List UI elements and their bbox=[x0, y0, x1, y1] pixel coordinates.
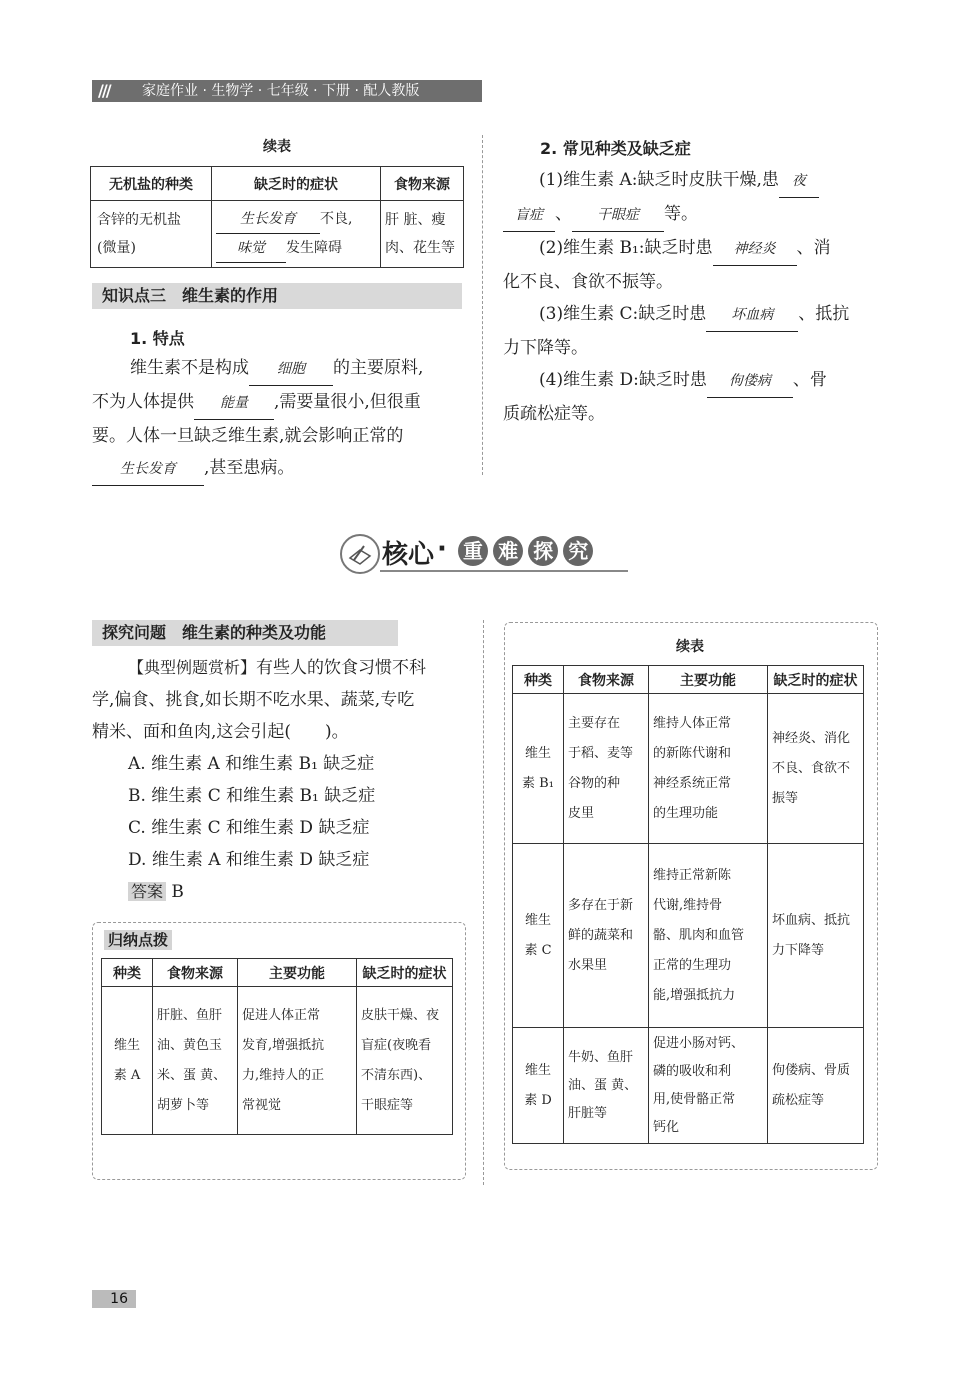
cell-line: 鲜的蔬菜和 bbox=[568, 927, 634, 943]
banner-char: 究 bbox=[563, 536, 593, 566]
cell-line: 皮里 bbox=[568, 805, 595, 821]
table-cell-kind bbox=[513, 844, 564, 1028]
text: 不为人体提供 bbox=[92, 392, 194, 412]
answer-blank: 细胞 bbox=[249, 353, 333, 386]
table-cell-function bbox=[649, 844, 768, 1028]
column-divider-top bbox=[482, 135, 483, 475]
answer-blank: 坏血病 bbox=[706, 299, 798, 332]
cell-line: 含锌的无机盐 bbox=[97, 212, 181, 228]
text: (3)维生素 C:缺乏时患 bbox=[539, 304, 707, 324]
question-label: 【典型例题赏析】 bbox=[128, 658, 257, 677]
option: C. 维生素 C 和维生素 D 缺乏症 bbox=[128, 818, 370, 838]
table-cell-function bbox=[649, 694, 768, 844]
answer-value: B bbox=[171, 882, 184, 902]
table-cell-symptom bbox=[768, 694, 864, 844]
banner-title: 核心 bbox=[382, 540, 435, 570]
table-header: 无机盐的种类 bbox=[91, 167, 212, 201]
cell-line: 盲症(夜晚看 bbox=[361, 1037, 432, 1053]
text: 等。 bbox=[664, 204, 698, 224]
cell-line: 磷的吸收和利 bbox=[653, 1063, 732, 1079]
table-cell-function bbox=[238, 987, 357, 1135]
cell-line: 力,维持人的正 bbox=[242, 1067, 325, 1083]
text: 要。人体一旦缺乏维生素,就会影响正常的 bbox=[92, 426, 404, 446]
section-banner bbox=[340, 530, 630, 580]
cell-line: 于稻、麦等 bbox=[568, 745, 634, 761]
cell-line: 神经炎、消化 bbox=[772, 730, 851, 746]
banner-underline bbox=[380, 570, 628, 572]
answer-blank: 生长发育 bbox=[92, 453, 204, 486]
option: A. 维生素 A 和维生素 B₁ 缺乏症 bbox=[128, 754, 375, 774]
answer-blank: 盲症 bbox=[503, 199, 555, 232]
cell-line: 正常的生理功 bbox=[653, 957, 732, 973]
cell-line: 油、蛋 黄、 bbox=[568, 1077, 638, 1093]
table-cell-symptom bbox=[768, 1028, 864, 1144]
cell-line: 常视觉 bbox=[242, 1097, 282, 1113]
text: 质疏松症等。 bbox=[503, 404, 605, 424]
text: 、消 bbox=[796, 238, 831, 258]
banner-char: 难 bbox=[493, 536, 523, 566]
cell-line: 维生 bbox=[524, 1062, 551, 1078]
option: B. 维生素 C 和维生素 B₁ 缺乏症 bbox=[128, 786, 376, 806]
text: (1)维生素 A:缺乏时皮肤干燥,患 bbox=[539, 170, 779, 190]
text: 、骨 bbox=[792, 370, 827, 390]
table-cell-symptom bbox=[212, 201, 381, 268]
table-header: 种类 bbox=[102, 959, 153, 987]
table-cell-symptom bbox=[357, 987, 453, 1135]
cell-line: 主要存在 bbox=[568, 715, 621, 731]
answer-blank: 干眼症 bbox=[572, 199, 664, 232]
column-divider-bottom bbox=[483, 620, 484, 1185]
table-header: 主要功能 bbox=[238, 959, 357, 987]
page-header bbox=[92, 80, 482, 102]
table-header: 食物来源 bbox=[381, 167, 464, 201]
cell-line: 油、黄色玉 bbox=[157, 1037, 223, 1053]
cell-text: 发生障碍 bbox=[286, 240, 342, 256]
cell-line: 胡萝卜等 bbox=[157, 1097, 210, 1113]
table-cell-food bbox=[564, 694, 649, 844]
table-cell-food bbox=[153, 987, 238, 1135]
text: (2)维生素 B₁:缺乏时患 bbox=[539, 238, 713, 258]
cell-line: 肉、花生等 bbox=[385, 240, 455, 256]
table-header: 主要功能 bbox=[649, 666, 768, 694]
cell-line: 佝偻病、骨质 bbox=[772, 1062, 851, 1078]
answer-blank: 生长发育 bbox=[216, 205, 320, 234]
cell-line: 促进小肠对钙、 bbox=[653, 1035, 745, 1051]
table-header: 缺乏时的症状 bbox=[212, 167, 381, 201]
table-row bbox=[513, 844, 864, 1028]
cell-line: 素 C bbox=[524, 942, 552, 958]
table-cell-symptom bbox=[768, 844, 864, 1028]
cell-line: 牛奶、鱼肝 bbox=[568, 1049, 634, 1065]
table-cell-function bbox=[649, 1028, 768, 1144]
cell-line: 素 D bbox=[524, 1092, 552, 1108]
cell-line: 神经系统正常 bbox=[653, 775, 732, 791]
sub-title: 1. 特点 bbox=[130, 329, 185, 348]
text: ,甚至患病。 bbox=[204, 458, 295, 478]
table-header: 缺乏时的症状 bbox=[768, 666, 864, 694]
page-number-text: 16 bbox=[110, 1291, 128, 1307]
cell-line: 不清东西)、 bbox=[361, 1067, 432, 1083]
cell-line: 维持人体正常 bbox=[653, 715, 732, 731]
answer-label: 答案 bbox=[128, 882, 166, 901]
vitamin-table bbox=[512, 665, 864, 1144]
cell-line: 促进人体正常 bbox=[242, 1007, 321, 1023]
option: D. 维生素 A 和维生素 D 缺乏症 bbox=[128, 850, 370, 870]
table-header: 缺乏时的症状 bbox=[357, 959, 453, 987]
cell-line: 多存在于新 bbox=[568, 897, 634, 913]
cell-line: 的生理功能 bbox=[653, 805, 719, 821]
cell-line: 钙化 bbox=[653, 1119, 680, 1135]
table-cell-kind bbox=[102, 987, 153, 1135]
cell-line: 疏松症等 bbox=[772, 1092, 825, 1108]
book-icon bbox=[340, 534, 380, 574]
cell-line: 肝 脏、瘦 bbox=[385, 212, 446, 228]
banner-char: 探 bbox=[528, 536, 558, 566]
page-number bbox=[92, 1290, 136, 1308]
cell-line: 米、蛋 黄、 bbox=[157, 1067, 227, 1083]
text: 的主要原料, bbox=[333, 358, 424, 378]
cell-line: 素 A bbox=[113, 1067, 141, 1083]
table-caption: 续表 bbox=[263, 139, 291, 155]
section-title: 探究问题 维生素的种类及功能 bbox=[92, 620, 398, 646]
cell-line: (微量) bbox=[97, 240, 136, 256]
cell-line: 维生 bbox=[524, 745, 551, 761]
header-slashes: /// bbox=[98, 81, 110, 100]
cell-text: 不良, bbox=[320, 211, 353, 227]
table-header: 食物来源 bbox=[564, 666, 649, 694]
table-cell-food bbox=[381, 201, 464, 268]
header-title: 家庭作业 · 生物学 · 七年级 · 下册 · 配人教版 bbox=[142, 83, 420, 99]
text: 精米、面和鱼肉,这会引起( )。 bbox=[92, 722, 349, 742]
table-header: 食物来源 bbox=[153, 959, 238, 987]
table-cell-kind bbox=[91, 201, 212, 268]
sub-title: 2. 常见种类及缺乏症 bbox=[540, 139, 691, 158]
example-question bbox=[92, 652, 468, 908]
cell-line: 不良、食欲不 bbox=[772, 760, 851, 776]
answer-blank: 能量 bbox=[194, 387, 274, 420]
cell-line: 振等 bbox=[772, 790, 799, 806]
mineral-table bbox=[90, 166, 464, 268]
cell-line: 肝脏等 bbox=[568, 1105, 608, 1121]
text: 有些人的饮食习惯不科 bbox=[256, 658, 427, 678]
cell-line: 皮肤干燥、夜 bbox=[361, 1007, 440, 1023]
section-title: 知识点三 维生素的作用 bbox=[92, 283, 462, 309]
cell-line: 谷物的种 bbox=[568, 775, 621, 791]
cell-line: 干眼症等 bbox=[361, 1097, 414, 1113]
text: (4)维生素 D:缺乏时患 bbox=[539, 370, 707, 390]
cell-line: 力下降等 bbox=[772, 942, 825, 958]
vitamin-a-table bbox=[101, 958, 453, 1135]
paragraph-features bbox=[92, 352, 466, 486]
table-cell-kind bbox=[513, 1028, 564, 1144]
banner-dot: · bbox=[437, 534, 447, 564]
cell-line: 骼、肌肉和血管 bbox=[653, 927, 745, 943]
cell-line: 维持正常新陈 bbox=[653, 867, 732, 883]
vitamin-deficiency-list bbox=[503, 164, 877, 430]
table-header: 种类 bbox=[513, 666, 564, 694]
text: 维生素不是构成 bbox=[130, 358, 249, 378]
text: ,需要量很小,但很重 bbox=[274, 392, 421, 412]
text: 、 bbox=[555, 204, 572, 224]
cell-line: 用,使骨骼正常 bbox=[653, 1091, 736, 1107]
cell-line: 素 B₁ bbox=[522, 775, 554, 791]
text: 学,偏食、挑食,如长期不吃水果、蔬菜,专吃 bbox=[92, 690, 415, 710]
cell-line: 能,增强抵抗力 bbox=[653, 987, 736, 1003]
banner-circles bbox=[458, 536, 593, 566]
text: 、抵抗 bbox=[798, 304, 850, 324]
answer-blank: 夜 bbox=[779, 165, 819, 198]
cell-line: 的新陈代谢和 bbox=[653, 745, 732, 761]
cell-line: 维生 bbox=[113, 1037, 140, 1053]
answer-blank: 佝偻病 bbox=[707, 365, 793, 398]
table-row bbox=[513, 1028, 864, 1144]
cell-line: 维生 bbox=[524, 912, 551, 928]
cell-line: 代谢,维持骨 bbox=[653, 897, 723, 913]
text: 力下降等。 bbox=[503, 338, 588, 358]
cell-line: 肝脏、鱼肝 bbox=[157, 1007, 223, 1023]
cell-line: 发育,增强抵抗 bbox=[242, 1037, 325, 1053]
cell-line: 水果里 bbox=[568, 957, 608, 973]
table-cell-food bbox=[564, 844, 649, 1028]
answer-blank: 味觉 bbox=[216, 234, 286, 263]
answer-blank: 神经炎 bbox=[713, 233, 797, 266]
text: 化不良、食欲不振等。 bbox=[503, 272, 673, 292]
cell-line: 坏血病、抵抗 bbox=[772, 912, 851, 928]
table-row bbox=[513, 694, 864, 844]
table-caption: 续表 bbox=[676, 639, 704, 655]
table-cell-kind bbox=[513, 694, 564, 844]
table-cell-food bbox=[564, 1028, 649, 1144]
summary-title: 归纳点拨 bbox=[104, 930, 172, 950]
banner-char: 重 bbox=[458, 536, 488, 566]
